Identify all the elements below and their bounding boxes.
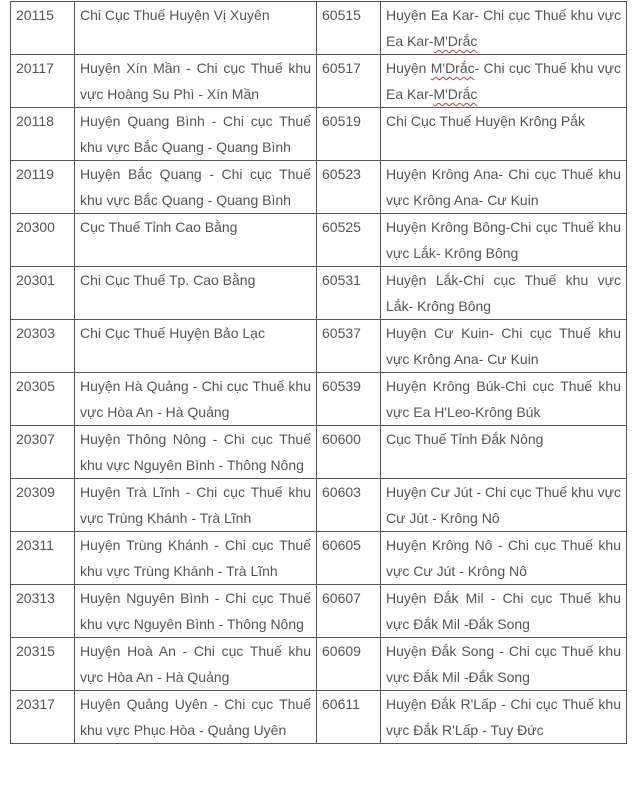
code-right-cell: 60519 [317,108,381,161]
code-right-cell: 60609 [317,638,381,691]
name-left-cell: Huyện Quảng Uyên - Chi cục Thuế khu vực Phục Hòa - Quảng Uyên [75,691,317,744]
name-left-cell: Cục Thuế Tỉnh Cao Bằng [75,214,317,267]
table-row [11,320,627,373]
code-left-cell: 20305 [11,373,75,426]
code-left-cell: 20119 [11,161,75,214]
name-left-cell: Huyện Hoà An - Chi cục Thuế khu vực Hòa An - Hà Quảng [75,638,317,691]
name-left-cell: Huyện Nguyên Bình - Chi cục Thuế khu vực Nguyên Bình - Thông Nông [75,585,317,638]
code-left-cell: 20309 [11,479,75,532]
name-right-cell: Huyện Krông Búk-Chi cục Thuế khu vực Ea H'Leo-Krông Búk [381,373,627,426]
name-left-cell: Huyện Trùng Khánh - Chi cục Thuế khu vực Trùng Khánh - Trà Lĩnh [75,532,317,585]
code-left-cell: 20301 [11,267,75,320]
code-right-cell: 60515 [317,2,381,55]
code-left-cell: 20115 [11,2,75,55]
name-right-cell: Huyện M'Drắc- Chi cục Thuế khu vực Ea Kar-M'Drắc [381,55,627,108]
code-left-cell: 20307 [11,426,75,479]
table-row [11,532,627,585]
tax-office-code-table [10,1,627,744]
spellcheck-mark: M'Drắc [433,33,478,49]
name-right-cell: Huyện Đắk R'Lấp - Chi cục Thuế khu vực Đắk R'Lấp - Tuy Đức [381,691,627,744]
table-body [11,2,627,744]
spellcheck-mark: M'Drắc [433,86,478,102]
table-row [11,267,627,320]
code-right-cell: 60600 [317,426,381,479]
name-right-cell: Cục Thuế Tỉnh Đắk Nông [381,426,627,479]
name-left-cell: Huyện Quang Bình - Chi cục Thuế khu vực Bắc Quang - Quang Bình [75,108,317,161]
code-right-cell: 60525 [317,214,381,267]
table-row [11,479,627,532]
name-right-cell: Huyện Krông Ana- Chi cục Thuế khu vực Krông Ana- Cư Kuin [381,161,627,214]
name-left-cell: Huyện Bắc Quang - Chi cục Thuế khu vực Bắc Quang - Quang Bình [75,161,317,214]
name-left-cell: Chi Cục Thuế Tp. Cao Bằng [75,267,317,320]
spellcheck-mark: M'Drắc [430,60,475,76]
code-left-cell: 20311 [11,532,75,585]
code-right-cell: 60603 [317,479,381,532]
table-row [11,214,627,267]
table-row [11,108,627,161]
code-right-cell: 60611 [317,691,381,744]
name-right-cell: Huyện Ea Kar- Chi cục Thuế khu vực Ea Kar-M'Drắc [381,2,627,55]
table-row [11,55,627,108]
code-right-cell: 60531 [317,267,381,320]
name-right-cell: Huyện Đắk Song - Chi cục Thuế khu vực Đắk Mil -Đắk Song [381,638,627,691]
name-right-cell: Huyện Cư Kuin- Chi cục Thuế khu vực Krông Ana- Cư Kuin [381,320,627,373]
code-right-cell: 60523 [317,161,381,214]
table-row [11,585,627,638]
table-row [11,638,627,691]
table-row [11,373,627,426]
name-left-cell: Huyện Xín Mần - Chi cục Thuế khu vực Hoàng Su Phì - Xín Mần [75,55,317,108]
name-right-cell: Huyện Krông Bông-Chi cục Thuế khu vực Lắk- Krông Bông [381,214,627,267]
table-row [11,426,627,479]
code-left-cell: 20117 [11,55,75,108]
code-right-cell: 60607 [317,585,381,638]
code-right-cell: 60537 [317,320,381,373]
name-right-cell: Huyện Cư Jút - Chi cục Thuế khu vực Cư Jút - Krông Nô [381,479,627,532]
name-left-cell: Chi Cục Thuế Huyện Vị Xuyên [75,2,317,55]
name-right-cell: Chi Cục Thuế Huyện Krông Pắk [381,108,627,161]
name-left-cell: Chi Cục Thuế Huyện Bảo Lạc [75,320,317,373]
name-right-cell: Huyện Đắk Mil - Chi cục Thuế khu vực Đắk Mil -Đắk Song [381,585,627,638]
code-right-cell: 60517 [317,55,381,108]
code-left-cell: 20315 [11,638,75,691]
table-row [11,161,627,214]
code-right-cell: 60539 [317,373,381,426]
table-row [11,691,627,744]
name-right-cell: Huyện Lắk-Chi cục Thuế khu vực Lắk- Krông Bông [381,267,627,320]
name-left-cell: Huyện Hà Quảng - Chi cục Thuế khu vực Hòa An - Hà Quảng [75,373,317,426]
table-row [11,2,627,55]
code-left-cell: 20118 [11,108,75,161]
code-left-cell: 20313 [11,585,75,638]
name-left-cell: Huyện Trà Lĩnh - Chi cục Thuế khu vực Trùng Khánh - Trà Lĩnh [75,479,317,532]
name-right-cell: Huyện Krông Nô - Chi cục Thuế khu vực Cư Jút - Krông Nô [381,532,627,585]
code-left-cell: 20303 [11,320,75,373]
name-left-cell: Huyện Thông Nông - Chi cục Thuế khu vực Nguyên Bình - Thông Nông [75,426,317,479]
code-right-cell: 60605 [317,532,381,585]
code-left-cell: 20317 [11,691,75,744]
code-left-cell: 20300 [11,214,75,267]
